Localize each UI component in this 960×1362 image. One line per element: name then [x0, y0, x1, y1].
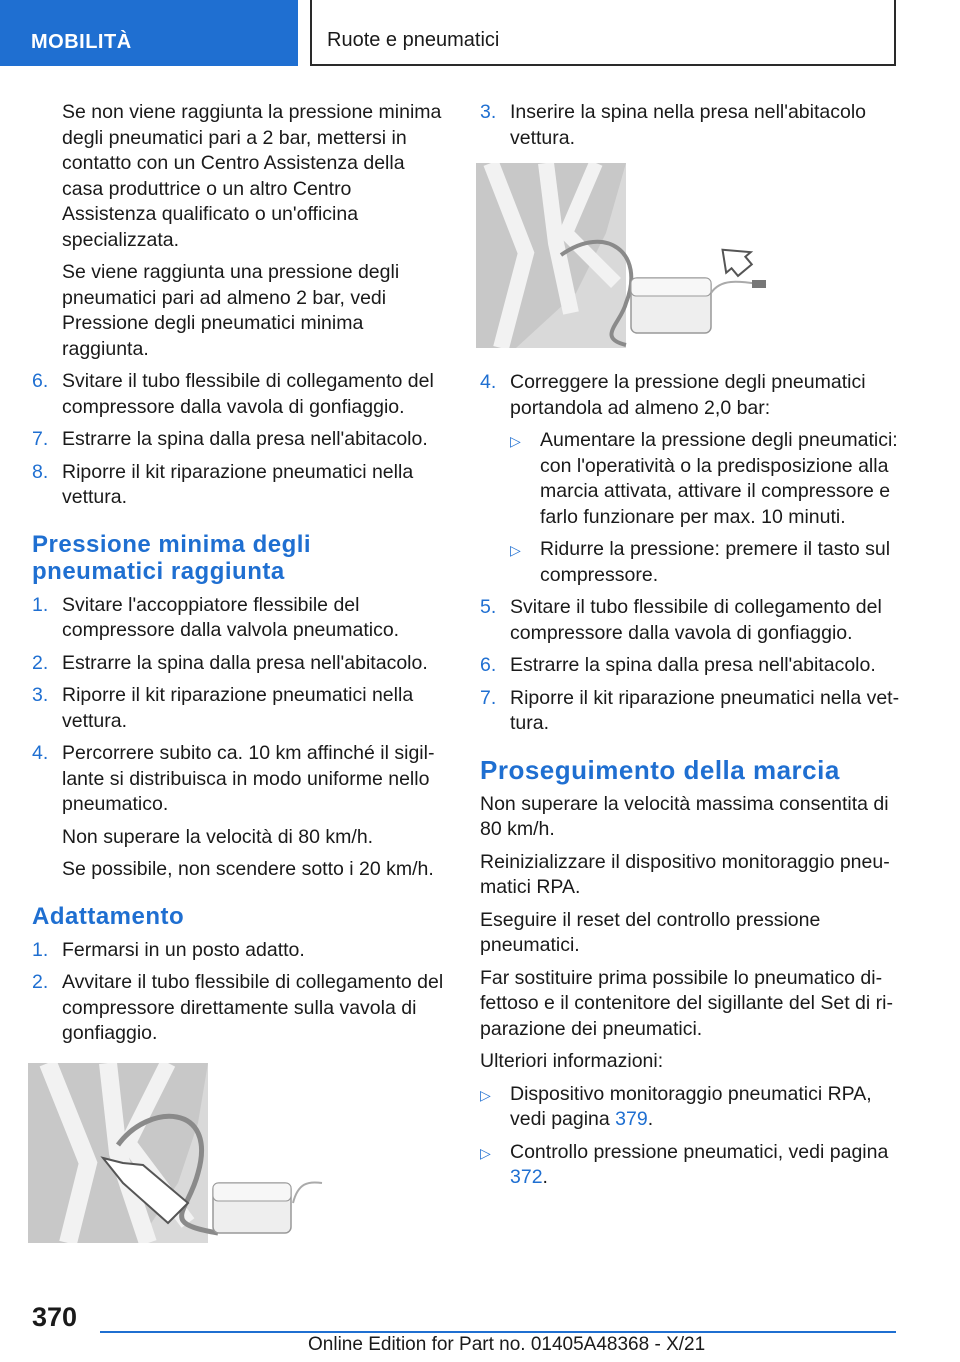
illustration-compressor-to-valve [28, 1063, 328, 1243]
reference-end: . [647, 1108, 654, 1130]
step-text: Svitare il tubo flessibile di collegamento del compressore dalla vavola di gonfiaggio. [62, 370, 434, 418]
bullet-item [510, 537, 900, 588]
tire-compressor-illustration [28, 1063, 328, 1243]
step-number: 7. [32, 428, 49, 450]
step-number: 6. [480, 654, 497, 676]
edition-footer: Online Edition for Part no. 01405A48368 - X/21 [308, 1334, 706, 1355]
note: Se possibile, non scendere sotto i 20 km/h. [62, 858, 434, 880]
paragraph: Se viene raggiunta una pressione degli pneumatici pari ad almeno 2 bar, vedi Pressione degli pneumatici minima raggiunta. [62, 261, 400, 360]
step-item [32, 593, 444, 644]
right-column [480, 100, 900, 1198]
step-text: Estrarre la spina dalla presa nell'abitacolo. [62, 428, 428, 450]
section-tab: MOBILITÀ [0, 0, 298, 66]
compressor-plug-illustration [476, 163, 776, 348]
step-number: 4. [480, 371, 497, 393]
section-heading: Adattamento [32, 902, 185, 930]
step-item [480, 370, 900, 421]
step-item [480, 100, 900, 151]
reference-end: . [542, 1166, 548, 1188]
step-text: Fermarsi in un posto adatto. [62, 938, 305, 961]
step-item [32, 651, 444, 677]
step-item [32, 369, 444, 420]
triangle-bullet-icon: ▷ [480, 1086, 491, 1103]
step-item [32, 970, 444, 1047]
left-column [32, 100, 444, 1243]
step-item [32, 427, 444, 453]
step-item [480, 653, 900, 679]
reference-item [480, 1140, 900, 1191]
paragraph: Far sostituire prima possibile lo pneumatico difettoso e il contenitore del sigillante del Set di riparazione dei pneumatici. [480, 966, 893, 1040]
step-item [32, 938, 444, 964]
step-item [480, 686, 900, 737]
triangle-bullet-icon: ▷ [510, 433, 521, 449]
step-number: 1. [32, 938, 49, 961]
step-item [32, 460, 444, 511]
page-link[interactable]: 379 [615, 1108, 648, 1130]
step-text: Avvitare il tubo flessibile di collegamento del compressore direttamente sulla vavola di gonfiaggio. [62, 971, 444, 1044]
step-item [32, 683, 444, 734]
bullet-text: Ridurre la pressione: premere il tasto sul compressore. [540, 538, 891, 586]
step-text: Inserire la spina nella presa nell'abitacolo vettura. [510, 101, 867, 149]
paragraph: Ulteriori informazioni: [480, 1050, 664, 1072]
step-text: Riporre il kit riparazione pneumatici nella vettura. [62, 684, 414, 732]
step-number: 5. [480, 596, 497, 618]
step-text: Riporre il kit riparazione pneumatici nella vettura. [62, 460, 414, 508]
paragraph: Se non viene raggiunta la pressione minima degli pneumatici pari a 2 bar, mettersi in contatto con un Centro Assistenza della casa produttrice o un altro Centro Assistenza qualificato o un'officina specializzata. [62, 101, 442, 251]
step-number: 3. [32, 684, 49, 706]
step-number: 6. [32, 370, 49, 392]
step-text: Estrarre la spina dalla presa nell'abitacolo. [62, 651, 428, 674]
section-heading: Proseguimento della marcia [480, 754, 840, 785]
step-text: Correggere la pressione degli pneumatici portandola ad almeno 2,0 bar: [510, 371, 866, 419]
reference-text: Dispositivo monitoraggio pneumatici RPA, vedi pagina [510, 1082, 872, 1130]
chapter-title: Ruote e pneumatici [310, 0, 896, 66]
note: Non superare la velocità di 80 km/h. [62, 825, 374, 848]
paragraph: Non superare la velocità massima consentita di 80 km/h. [480, 792, 889, 840]
step-item [32, 741, 444, 818]
step-number: 7. [480, 686, 497, 709]
illustration-plug-socket [476, 163, 776, 348]
step-text: Estrarre la spina dalla presa nell'abitacolo. [510, 654, 876, 676]
page-header [0, 0, 960, 66]
reference-text: Controllo pressione pneumatici, vedi pagina [510, 1140, 889, 1163]
bullet-text: Aumentare la pressione degli pneumatici: con l'operatività o la predisposizione alla marcia attivata, attivare il compressore e farlo funzionare per max. 10 minuti. [540, 429, 898, 528]
bullet-item [510, 428, 900, 530]
step-number: 2. [32, 651, 49, 674]
step-item [480, 595, 900, 646]
step-number: 8. [32, 460, 49, 483]
paragraph: Eseguire il reset del controllo pressione pneumatici. [480, 908, 821, 956]
step-number: 4. [32, 742, 49, 764]
step-text: Svitare il tubo flessibile di collegamento del compressore dalla vavola di gonfiaggio. [510, 596, 882, 644]
section-heading: Pressione minima degli pneumatici raggiunta [32, 530, 312, 585]
step-text: Riporre il kit riparazione pneumatici nella vettura. [510, 686, 900, 734]
footer-divider [100, 1331, 896, 1333]
triangle-bullet-icon: ▷ [510, 542, 521, 558]
step-number: 1. [32, 593, 49, 616]
step-number: 3. [480, 101, 497, 123]
triangle-bullet-icon: ▷ [480, 1144, 491, 1161]
reference-item [480, 1082, 900, 1133]
paragraph: Reinizializzare il dispositivo monitoraggio pneumatici RPA. [480, 850, 890, 898]
page-link[interactable]: 372 [510, 1166, 543, 1188]
step-text: Percorrere subito ca. 10 km affinché il sigillante si distribuisca in modo uniforme nello pneumatico. [62, 742, 435, 815]
step-text: Svitare l'accoppiatore flessibile del compressore dalla valvola pneumatico. [62, 593, 400, 641]
page-number: 370 [32, 1302, 78, 1332]
step-number: 2. [32, 971, 49, 993]
